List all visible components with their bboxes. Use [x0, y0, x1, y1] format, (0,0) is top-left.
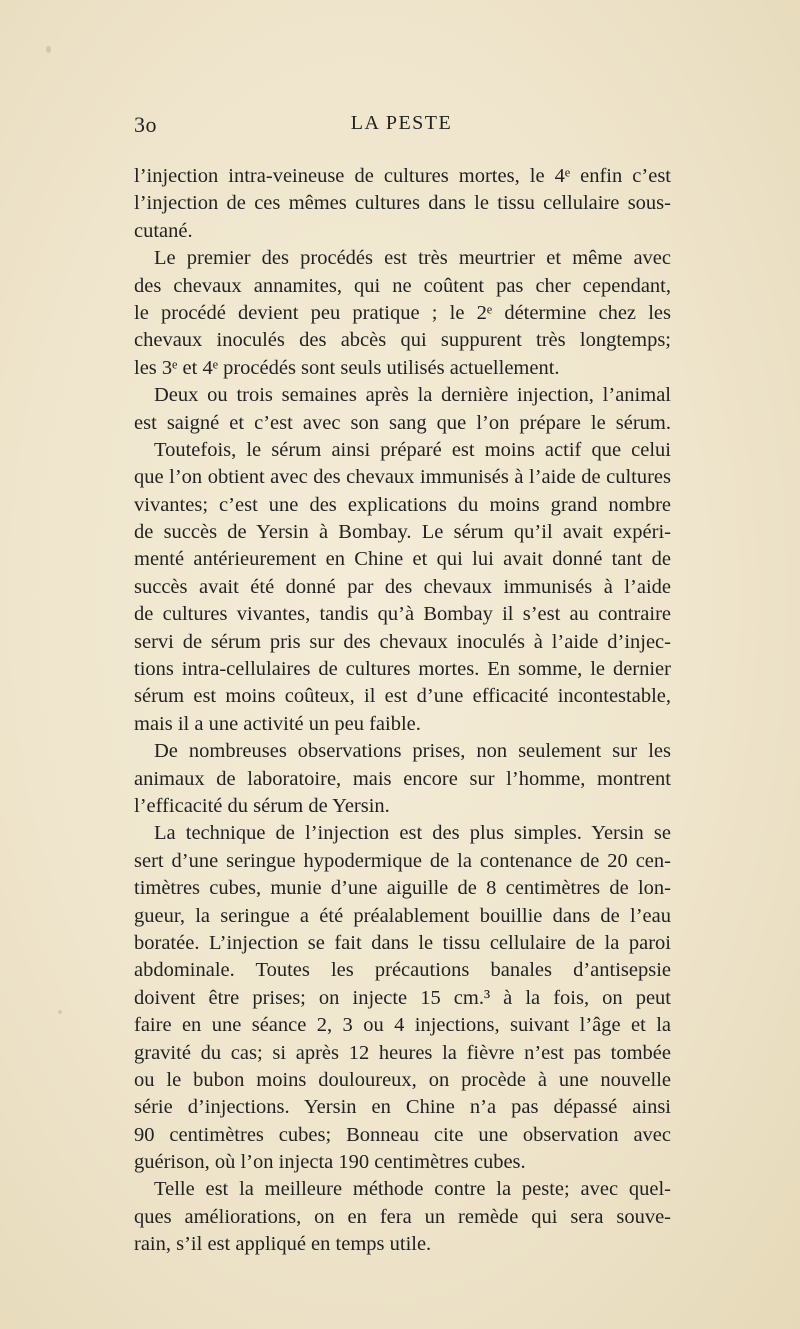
text-line: Toutefois, le sérum ainsi préparé est moins actif que celui: [154, 438, 671, 461]
text-line: faire en une séance 2, 3 ou 4 injections, suivant l’âge et la: [134, 1014, 671, 1037]
body-text: [134, 163, 671, 1259]
text-line: 90 centimètres cubes; Bonneau cite une observation avec: [134, 1123, 671, 1146]
text-line: timètres cubes, munie d’une aiguille de 8 centimètres de lon-: [134, 877, 671, 900]
text-line: l’injection intra-veineuse de cultures mortes, le 4ᵉ enfin c’est: [134, 165, 671, 187]
text-line: que l’on obtient avec des chevaux immunisés à l’aide de cultures: [134, 466, 671, 489]
text-line: gueur, la seringue a été préalablement bouillie dans de l’eau: [134, 904, 671, 927]
text-line: De nombreuses observations prises, non seulement sur les: [154, 740, 671, 763]
text-line: Le premier des procédés est très meurtrier et même avec: [154, 247, 671, 270]
text-line: sérum est moins coûteux, il est d’une efficacité incontestable,: [134, 685, 671, 708]
page-header: [134, 112, 669, 142]
text-line: ou le bubon moins douloureux, on procède à une nouvelle: [134, 1068, 671, 1091]
text-line: l’efficacité du sérum de Yersin.: [134, 794, 390, 817]
text-line: de cultures vivantes, tandis qu’à Bombay il s’est au contraire: [134, 603, 671, 626]
text-line: l’injection de ces mêmes cultures dans le tissu cellulaire sous-: [134, 192, 671, 215]
text-line: menté antérieurement en Chine et qui lui avait donné tant de: [134, 548, 671, 571]
text-line: Deux ou trois semaines après la dernière injection, l’animal: [154, 384, 671, 407]
text-line: animaux de laboratoire, mais encore sur l’homme, montrent: [134, 767, 671, 790]
text-line: est saigné et c’est avec son sang que l’on prépare le sérum.: [134, 411, 671, 434]
text-line: le procédé devient peu pratique ; le 2ᵉ détermine chez les: [134, 301, 671, 324]
text-line: boratée. L’injection se fait dans le tissu cellulaire de la paroi: [134, 931, 671, 954]
text-line: abdominale. Toutes les précautions banales d’antisepsie: [134, 959, 671, 982]
text-line: servi de sérum pris sur des chevaux inoculés à l’aide d’injec-: [134, 630, 671, 653]
text-line: guérison, où l’on injecta 190 centimètres cubes.: [134, 1151, 526, 1174]
text-line: Telle est la meilleure méthode contre la peste; avec quel-: [154, 1178, 671, 1201]
text-line: série d’injections. Yersin en Chine n’a pas dépassé ainsi: [134, 1096, 671, 1119]
page-number: 3o: [134, 112, 157, 137]
text-line: mais il a une activité un peu faible.: [134, 712, 421, 735]
text-line: cutané.: [134, 219, 193, 242]
paper-stain: [58, 1010, 62, 1014]
text-line: tions intra-cellulaires de cultures mortes. En somme, le dernier: [134, 658, 671, 681]
text-line: des chevaux annamites, qui ne coûtent pas cher cependant,: [134, 274, 671, 297]
text-line: sert d’une seringue hypodermique de la contenance de 20 cen-: [134, 849, 671, 872]
paper-stain: [46, 46, 51, 53]
text-line: chevaux inoculés des abcès qui suppurent très longtemps;: [134, 329, 671, 352]
running-head: LA PESTE: [350, 112, 453, 134]
text-line: doivent être prises; on injecte 15 cm.³ à la fois, on peut: [134, 986, 671, 1009]
text-line: de succès de Yersin à Bombay. Le sérum qu’il avait expéri-: [134, 521, 671, 544]
text-line: ques améliorations, on en fera un remède qui sera souve-: [134, 1205, 671, 1228]
text-line: gravité du cas; si après 12 heures la fièvre n’est pas tombée: [134, 1041, 671, 1064]
text-line: rain, s’il est appliqué en temps utile.: [134, 1233, 432, 1256]
text-line: les 3ᵉ et 4ᵉ procédés sont seuls utilisés actuellement.: [134, 356, 560, 379]
text-line: La technique de l’injection est des plus simples. Yersin se: [154, 822, 671, 845]
text-line: succès avait été donné par des chevaux immunisés à l’aide: [134, 575, 671, 598]
text-line: vivantes; c’est une des explications du moins grand nombre: [134, 493, 671, 516]
